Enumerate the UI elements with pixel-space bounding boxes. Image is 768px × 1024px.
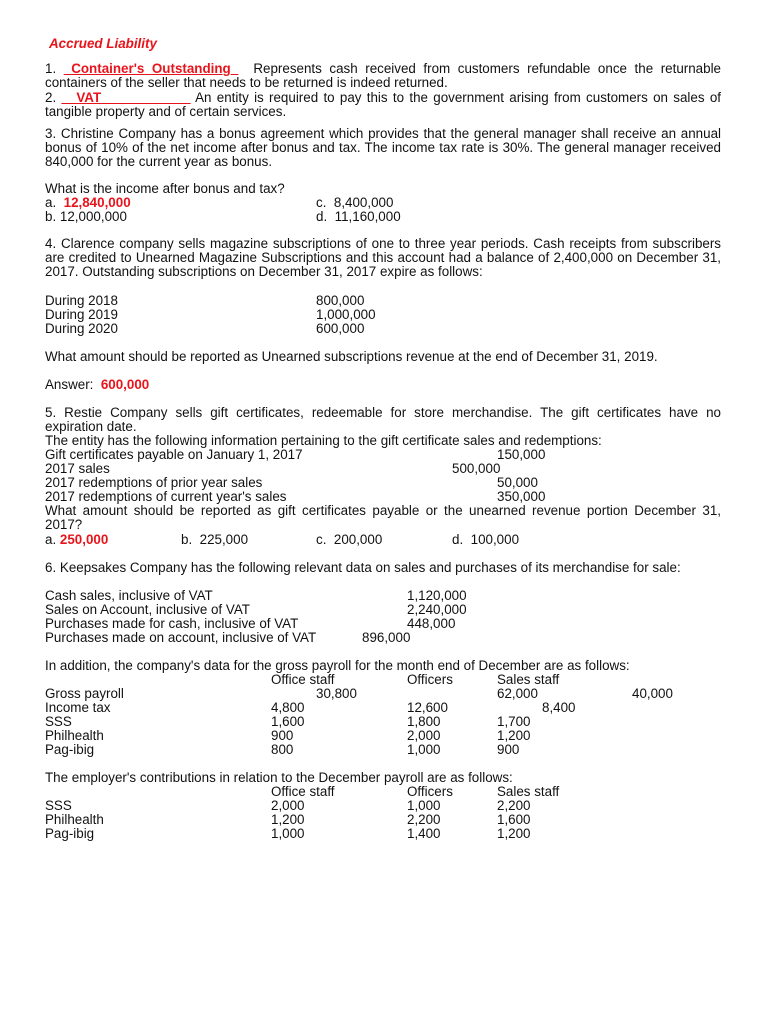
q6-row-value: 896,000 xyxy=(362,630,411,645)
contrib-row-label: Pag-ibig xyxy=(45,826,95,841)
q2-text: An entity is required to pay this to the government arising from customers on sales of tangible property and of certain services. xyxy=(45,90,721,120)
payroll-cell: 900 xyxy=(497,742,520,757)
q3-choice-d: d. 11,160,000 xyxy=(316,209,401,224)
contrib-cell: 1,600 xyxy=(497,812,531,827)
question-3-prompt: What is the income after bonus and tax? xyxy=(45,181,285,196)
q6-row-value: 448,000 xyxy=(407,616,456,631)
q6-row-label: Purchases made on account, inclusive of VAT xyxy=(45,630,317,645)
payroll-cell: 30,800 xyxy=(316,686,357,701)
contrib-header-sales: Sales staff xyxy=(497,784,560,799)
contrib-header-officers: Officers xyxy=(407,784,453,799)
payroll-cell: 1,200 xyxy=(497,728,531,743)
q4-answer: 600,000 xyxy=(100,377,150,392)
q6-row-value: 2,240,000 xyxy=(407,602,467,617)
payroll-header-officers: Officers xyxy=(407,672,453,687)
question-5-text: 5. Restie Company sells gift certificates, redeemable for store merchandise. The gift certificates have no expiration date. xyxy=(45,405,721,435)
payroll-row-label: Income tax xyxy=(45,700,111,715)
contrib-header-office: Office staff xyxy=(271,784,335,799)
q5-row-value: 50,000 xyxy=(497,475,538,490)
payroll-row-label: Pag-ibig xyxy=(45,742,95,757)
payroll-cell: 4,800 xyxy=(271,700,305,715)
contrib-cell: 2,200 xyxy=(497,798,531,813)
question-5-prompt: What amount should be reported as gift certificates payable or the unearned revenue portion December 31, 2017? xyxy=(45,503,721,533)
q1-blank-post: _ xyxy=(230,61,239,76)
contrib-cell: 1,200 xyxy=(497,826,531,841)
payroll-header-office: Office staff xyxy=(271,672,335,687)
q4-row-value: 800,000 xyxy=(316,293,365,308)
contrib-cell: 2,200 xyxy=(407,812,441,827)
contrib-cell: 2,000 xyxy=(271,798,305,813)
payroll-row-label: Philhealth xyxy=(45,728,104,743)
q3-choice-a: a. 12,840,000 xyxy=(45,195,131,210)
q5-row-label: 2017 sales xyxy=(45,461,110,476)
q4-row-value: 1,000,000 xyxy=(316,307,376,322)
payroll-cell: 1,000 xyxy=(407,742,441,757)
contrib-cell: 1,000 xyxy=(407,798,441,813)
q3-answer: 12,840,000 xyxy=(63,195,131,210)
payroll-cell: 900 xyxy=(271,728,294,743)
payroll-cell: 12,600 xyxy=(407,700,448,715)
payroll-cell: 1,800 xyxy=(407,714,441,729)
q1-number: 1. xyxy=(45,61,57,76)
contrib-cell: 1,400 xyxy=(407,826,441,841)
payroll-cell: 62,000 xyxy=(497,686,538,701)
contrib-cell: 1,000 xyxy=(271,826,305,841)
contrib-row-label: SSS xyxy=(45,798,72,813)
q5-choice-c: c. 200,000 xyxy=(316,532,383,547)
payroll-cell: 800 xyxy=(271,742,294,757)
q5-row-label: 2017 redemptions of prior year sales xyxy=(45,475,263,490)
q5-row-value: 500,000 xyxy=(452,461,501,476)
q1-text: Represents cash received from customers refundable once the returnable containers of the seller that needs to be returned is indeed returned. xyxy=(45,61,721,91)
q4-row-label: During 2018 xyxy=(45,293,118,308)
question-4-prompt: What amount should be reported as Unearned subscriptions revenue at the end of December 31, 2019. xyxy=(45,349,658,364)
q5-row-value: 150,000 xyxy=(497,447,546,462)
q2-blank-pre: __ xyxy=(61,90,77,105)
payroll-row-label: Gross payroll xyxy=(45,686,124,701)
q5-choice-a: a. 250,000 xyxy=(45,532,109,547)
section-title: Accrued Liability xyxy=(49,36,157,51)
q5-answer: 250,000 xyxy=(59,532,109,547)
q2-number: 2. xyxy=(45,90,57,105)
q1-blank-pre: _ xyxy=(63,61,72,76)
question-4-text: 4. Clarence company sells magazine subscriptions of one to three year periods. Cash receipts from subscribers are credited to Unearned Magazine Subscriptions and this account had a balance of 2,400,000 on December 31, 2017. Outstanding subscriptions on December 31, 2017 expire as follows: xyxy=(45,236,721,280)
q5-choice-d: d. 100,000 xyxy=(452,532,520,547)
q4-answer-line xyxy=(45,378,149,392)
contrib-intro: The employer's contributions in relation to the December payroll are as follows: xyxy=(45,770,513,785)
payroll-cell: 1,700 xyxy=(497,714,531,729)
q4-row-label: During 2019 xyxy=(45,307,118,322)
question-2 xyxy=(45,91,721,119)
payroll-intro: In addition, the company's data for the gross payroll for the month end of December are as follows: xyxy=(45,658,630,673)
q1-answer: Container's Outstanding xyxy=(71,61,231,76)
payroll-cell: 2,000 xyxy=(407,728,441,743)
contrib-row-label: Philhealth xyxy=(45,812,104,827)
q4-row-value: 600,000 xyxy=(316,321,365,336)
q4-row-label: During 2020 xyxy=(45,321,118,336)
payroll-row-label: SSS xyxy=(45,714,72,729)
payroll-cell: 8,400 xyxy=(542,700,576,715)
payroll-cell: 40,000 xyxy=(632,686,673,701)
contrib-cell: 1,200 xyxy=(271,812,305,827)
q3-choice-b: b. 12,000,000 xyxy=(45,209,127,224)
question-1 xyxy=(45,62,721,90)
q4-answer-label: Answer: xyxy=(45,377,94,392)
question-5-intro: The entity has the following information pertaining to the gift certificate sales and redemptions: xyxy=(45,433,602,448)
q3-choice-c: c. 8,400,000 xyxy=(316,195,394,210)
question-3-text: 3. Christine Company has a bonus agreement which provides that the general manager shall receive an annual bonus of 10% of the net income after bonus and tax. The income tax rate is 30%. The general manager received 840,000 for the current year as bonus. xyxy=(45,126,721,170)
payroll-cell: 1,600 xyxy=(271,714,305,729)
q6-row-label: Purchases made for cash, inclusive of VAT xyxy=(45,616,299,631)
question-6-text: 6. Keepsakes Company has the following relevant data on sales and purchases of its merchandise for sale: xyxy=(45,560,681,575)
q2-blank-post: ____________ xyxy=(101,90,191,105)
q6-row-label: Cash sales, inclusive of VAT xyxy=(45,588,213,603)
payroll-header-sales: Sales staff xyxy=(497,672,560,687)
q5-row-value: 350,000 xyxy=(497,489,546,504)
q5-choice-b: b. 225,000 xyxy=(181,532,249,547)
q2-answer: VAT xyxy=(76,90,102,105)
q6-row-value: 1,120,000 xyxy=(407,588,467,603)
q5-row-label: 2017 redemptions of current year's sales xyxy=(45,489,287,504)
q5-row-label: Gift certificates payable on January 1, 2017 xyxy=(45,447,303,462)
q6-row-label: Sales on Account, inclusive of VAT xyxy=(45,602,250,617)
